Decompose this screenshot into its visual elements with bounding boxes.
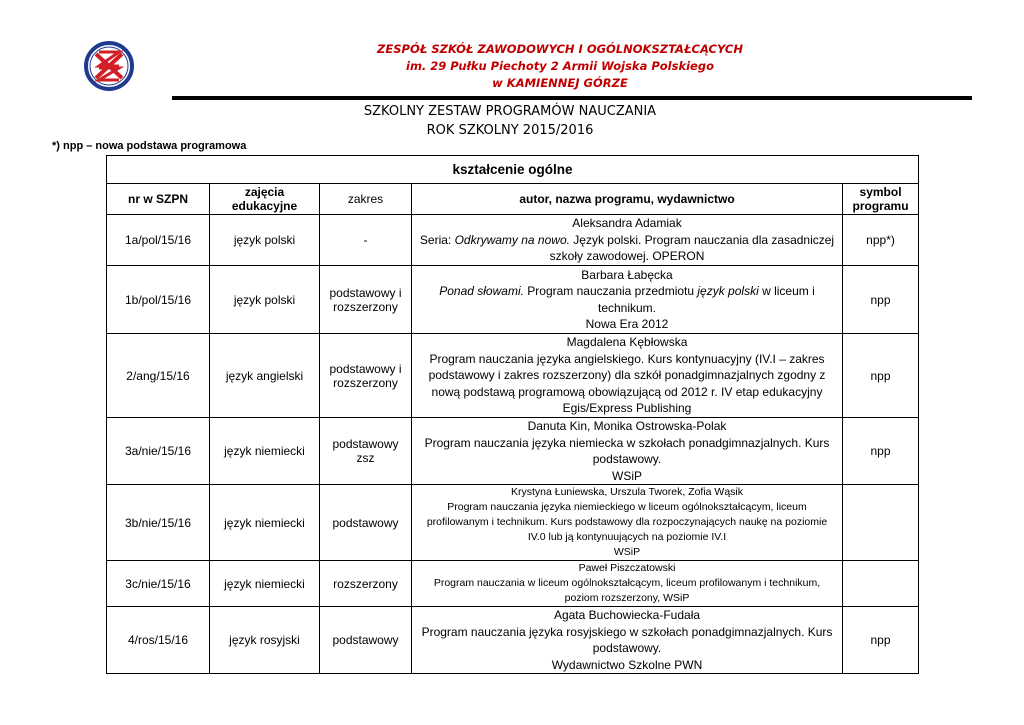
section-heading: kształcenie ogólne (107, 156, 919, 184)
cell-subject: język angielski (210, 334, 320, 418)
cell-scope: podstawowy zsz (320, 418, 412, 485)
author-line: Program nauczania języka niemieckiego w liceum ogólnokształcącym, liceum (447, 501, 807, 513)
author-line: Paweł Piszczatowski (578, 562, 676, 574)
author-line: IV.0 lub ją kontynuujących na poziomie IV.I (527, 531, 727, 543)
school-name-line-2: im. 29 Pułku Piechoty 2 Armii Wojska Polskiego (406, 59, 714, 73)
author-line: Barbara Łabęcka (581, 267, 673, 282)
author-line: WSiP (613, 546, 641, 558)
school-name (300, 41, 820, 92)
cell-scope: rozszerzony (320, 561, 412, 607)
cell-symbol: npp (843, 266, 919, 334)
school-year: ROK SZKOLNY 2015/2016 (426, 123, 594, 138)
table-row (107, 418, 919, 485)
cell-symbol: npp (843, 418, 919, 485)
cell-scope: podstawowy i rozszerzony (320, 334, 412, 418)
author-line: szkoły zawodowej. OPERON (549, 249, 705, 264)
cell-symbol: npp (843, 334, 919, 418)
table-row (107, 215, 919, 266)
author-line: Nowa Era 2012 (585, 317, 669, 331)
author-line: Danuta Kin, Monika Ostrowska-Polak (527, 419, 727, 433)
table-row (107, 561, 919, 607)
author-line: podstawowy. (592, 452, 662, 466)
cell-nr: 3b/nie/15/16 (107, 485, 210, 561)
cell-scope: podstawowy (320, 485, 412, 561)
author-line: podstawowy. (592, 641, 662, 655)
author-line: Aleksandra Adamiak (572, 216, 682, 231)
cell-subject: język niemiecki (210, 485, 320, 561)
author-line: Wydawnictwo Szkolne PWN (551, 657, 703, 672)
document-title: SZKOLNY ZESTAW PROGRAMÓW NAUCZANIA (363, 104, 657, 119)
header-nr: nr w SZPN (107, 184, 210, 215)
table-row (107, 266, 919, 334)
cell-nr: 3a/nie/15/16 (107, 418, 210, 485)
cell-subject: język polski (210, 266, 320, 334)
author-line: Krystyna Łuniewska, Urszula Tworek, Zofia Wąsik (510, 486, 744, 498)
cell-author (412, 418, 843, 485)
cell-subject: język niemiecki (210, 418, 320, 485)
author-line: Program nauczania języka angielskiego. Kurs kontynuacyjny (IV.I – zakres (429, 351, 825, 366)
school-name-line-3: w KAMIENNEJ GÓRZE (492, 76, 628, 90)
header-author: autor, nazwa programu, wydawnictwo (412, 184, 843, 215)
author-line: Program nauczania języka rosyjskiego w szkołach ponadgimnazjalnych. Kurs (421, 624, 833, 639)
cell-author (412, 334, 843, 418)
cell-symbol: npp (843, 607, 919, 674)
cell-nr: 1b/pol/15/16 (107, 266, 210, 334)
author-line: Egis/Express Publishing (562, 401, 692, 416)
table-row (107, 485, 919, 561)
header-symbol: symbol programu (843, 184, 919, 215)
author-line: Magdalena Kębłowska (566, 335, 688, 350)
header-divider (172, 96, 972, 100)
author-line: Program nauczania w liceum ogólnokształcącym, liceum profilowanym i technikum, (433, 577, 821, 589)
cell-nr: 4/ros/15/16 (107, 607, 210, 674)
cell-author (412, 485, 843, 561)
cell-subject: język polski (210, 215, 320, 266)
author-line: Program nauczania języka niemiecka w szkołach ponadgimnazjalnych. Kurs (424, 435, 830, 450)
cell-scope: podstawowy (320, 607, 412, 674)
author-line: podstawowy i zakres rozszerzony) dla szkół ponadgimnazjalnych zgodny z (428, 368, 826, 383)
cell-nr: 3c/nie/15/16 (107, 561, 210, 607)
table-row (107, 607, 919, 674)
cell-nr: 1a/pol/15/16 (107, 215, 210, 266)
footnote: *) npp – nowa podstawa programowa (52, 140, 247, 152)
cell-nr: 2/ang/15/16 (107, 334, 210, 418)
cell-scope: - (320, 215, 412, 266)
programs-table (106, 155, 919, 674)
cell-author (412, 266, 843, 334)
school-logo (83, 40, 135, 92)
author-line: technikum. (597, 300, 657, 315)
author-line: profilowanym i technikum. Kurs podstawowy dla rozpoczynających naukę na poziomie (426, 516, 828, 528)
cell-author (412, 561, 843, 607)
author-line: Agata Buchowiecka-Fudała (553, 608, 701, 622)
cell-author (412, 215, 843, 266)
cell-author (412, 607, 843, 674)
table-row (107, 334, 919, 418)
header-scope: zakres (320, 184, 412, 215)
cell-subject: język rosyjski (210, 607, 320, 674)
author-line: Ponad słowami. Program nauczania przedmiotu język polski w liceum i (439, 284, 815, 298)
cell-symbol (843, 485, 919, 561)
cell-symbol: npp*) (843, 215, 919, 266)
school-name-line-1: ZESPÓŁ SZKÓŁ ZAWODOWYCH I OGÓLNOKSZTAŁCĄCYCH (377, 42, 743, 56)
header-subject: zajęcia edukacyjne (210, 184, 320, 215)
author-line: Seria: Odkrywamy na nowo. Język polski. Program nauczania dla zasadniczej (419, 232, 835, 247)
cell-scope: podstawowy i rozszerzony (320, 266, 412, 334)
cell-subject: język niemiecki (210, 561, 320, 607)
author-line: WSiP (612, 468, 642, 483)
author-line: poziom rozszerzony, WSiP (564, 592, 690, 604)
cell-symbol (843, 561, 919, 607)
author-line: nową podstawą programową obowiązującą od 2012 r. IV etap edukacyjny (431, 384, 823, 399)
